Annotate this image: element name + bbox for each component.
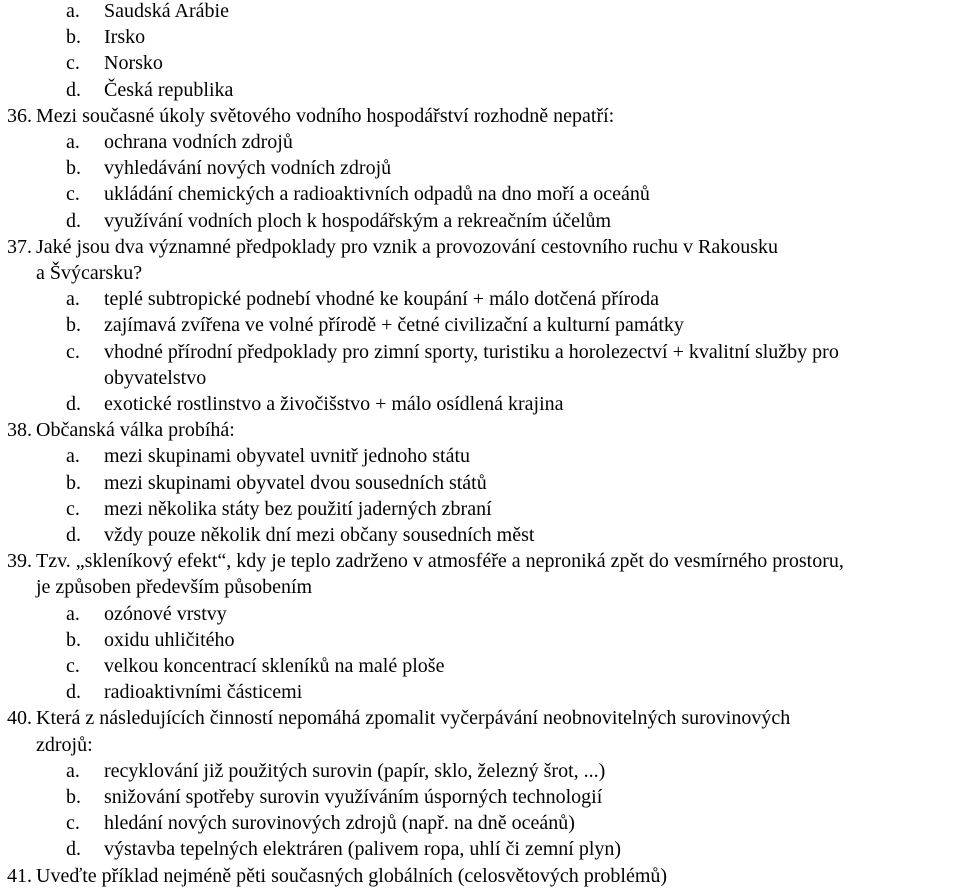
answer-option xyxy=(0,129,960,155)
option-letter: b. xyxy=(66,314,81,337)
question-continuation xyxy=(0,260,960,286)
question-text-continued: je způsoben především působením xyxy=(36,576,313,599)
question-continuation xyxy=(0,732,960,758)
question-number: 37. xyxy=(7,235,32,258)
option-letter: a. xyxy=(66,759,80,782)
option-text: mezi několika státy bez použití jaderných zbraní xyxy=(104,497,492,520)
option-text: Irsko xyxy=(104,26,146,49)
option-letter: c. xyxy=(66,812,80,835)
option-letter: d. xyxy=(66,524,81,546)
question xyxy=(0,548,960,574)
answer-option xyxy=(0,24,960,50)
question xyxy=(0,705,960,731)
option-text: Norsko xyxy=(104,52,163,75)
option-letter: c. xyxy=(66,497,80,520)
answer-option xyxy=(0,391,960,417)
option-text: mezi skupinami obyvatel dvou sousedních států xyxy=(104,471,487,494)
answer-option xyxy=(0,312,960,338)
question xyxy=(0,103,960,129)
answer-option xyxy=(0,470,960,496)
option-text: teplé subtropické podnebí vhodné ke koupání + málo dotčená příroda xyxy=(104,288,660,311)
question-number: 36. xyxy=(7,104,32,127)
option-text: hledání nových surovinových zdrojů (např. na dně oceánů) xyxy=(104,812,575,835)
option-text: výstavba tepelných elektráren (palivem ropa, uhlí či zemní plyn) xyxy=(104,838,622,861)
option-continuation xyxy=(0,365,960,391)
option-letter: a. xyxy=(66,0,80,22)
option-text: vyhledávání nových vodních zdrojů xyxy=(104,157,392,180)
option-letter: c. xyxy=(66,655,80,677)
option-letter: d. xyxy=(66,209,81,232)
answer-option xyxy=(0,181,960,207)
option-text: ozónové vrstvy xyxy=(104,602,227,625)
option-letter: c. xyxy=(66,183,80,206)
answer-option xyxy=(0,601,960,627)
option-text: využívání vodních ploch k hospodářským a rekreačním účelům xyxy=(104,209,612,232)
option-letter: d. xyxy=(66,78,81,101)
option-letter: b. xyxy=(66,157,81,180)
question-text: Občanská válka probíhá: xyxy=(36,419,235,442)
option-letter: b. xyxy=(66,786,81,808)
answer-option xyxy=(0,836,960,862)
option-text: recyklování již použitých surovin (papír, sklo, železný šrot, ...) xyxy=(104,759,606,782)
answer-option xyxy=(0,208,960,234)
question-text: Která z následujících činností nepomáhá zpomalit vyčerpávání neobnovitelných surovinových xyxy=(36,707,791,730)
answer-option xyxy=(0,286,960,312)
question-text: Jaké jsou dva významné předpoklady pro vznik a provozování cestovního ruchu v Rakousku xyxy=(36,235,779,258)
option-text: exotické rostlinstvo a živočišstvo + málo osídlená krajina xyxy=(104,393,564,415)
option-letter: a. xyxy=(66,445,80,468)
option-letter: a. xyxy=(66,602,80,625)
option-letter: d. xyxy=(66,681,81,704)
answer-option xyxy=(0,653,960,679)
question-number: 38. xyxy=(7,419,32,442)
answer-option xyxy=(0,155,960,181)
option-letter: d. xyxy=(66,393,81,415)
option-letter: b. xyxy=(66,26,81,49)
option-text: radioaktivními částicemi xyxy=(104,681,303,704)
question-number: 39. xyxy=(7,550,32,573)
question xyxy=(0,234,960,260)
answer-option xyxy=(0,758,960,784)
option-text: Saudská Arábie xyxy=(104,0,229,22)
question-number: 40. xyxy=(7,707,32,730)
question-text: Mezi současné úkoly světového vodního hospodářství rozhodně nepatří: xyxy=(36,104,615,127)
question-text-continued: a Švýcarsku? xyxy=(36,262,143,284)
question-number: 41. xyxy=(7,864,32,887)
answer-option xyxy=(0,679,960,705)
question xyxy=(0,863,960,889)
answer-option xyxy=(0,339,960,365)
question-text-continued: zdrojů: xyxy=(36,733,93,756)
option-letter: a. xyxy=(66,131,80,153)
option-letter: c. xyxy=(66,52,80,75)
answer-option xyxy=(0,810,960,836)
question xyxy=(0,417,960,443)
option-letter: c. xyxy=(66,340,80,363)
answer-option xyxy=(0,77,960,103)
option-text-continued: obyvatelstvo xyxy=(104,366,207,389)
answer-option xyxy=(0,627,960,653)
option-text: vhodné přírodní předpoklady pro zimní sporty, turistiku a horolezectví + kvalitní služby pro xyxy=(104,340,839,363)
option-letter: d. xyxy=(66,838,81,861)
option-text: zajímavá zvířena ve volné přírodě + četné civilizační a kulturní památky xyxy=(104,314,684,337)
option-text: mezi skupinami obyvatel uvnitř jednoho státu xyxy=(104,445,471,468)
option-text: velkou koncentrací skleníků na malé ploše xyxy=(104,655,445,677)
option-text: Česká republika xyxy=(104,78,234,101)
answer-option xyxy=(0,784,960,810)
answer-option xyxy=(0,0,960,24)
option-text: ochrana vodních zdrojů xyxy=(104,131,293,153)
answer-option xyxy=(0,496,960,522)
answer-option xyxy=(0,522,960,548)
option-text: vždy pouze několik dní mezi občany sousedních měst xyxy=(104,524,535,546)
question-continuation xyxy=(0,574,960,600)
question-text: Tzv. „skleníkový efekt“, kdy je teplo zadrženo v atmosféře a neproniká zpět do vesmírného prostoru, xyxy=(36,550,844,573)
option-letter: a. xyxy=(66,288,80,311)
option-text: oxidu uhličitého xyxy=(104,628,235,651)
option-text: ukládání chemických a radioaktivních odpadů na dno moří a oceánů xyxy=(104,183,650,206)
option-letter: b. xyxy=(66,471,81,494)
question-text: Uveďte příklad nejméně pěti současných globálních (celosvětových problémů) xyxy=(36,864,668,887)
option-letter: b. xyxy=(66,628,81,651)
answer-option xyxy=(0,50,960,76)
option-text: snižování spotřeby surovin využíváním úsporných technologií xyxy=(104,786,603,808)
answer-option xyxy=(0,443,960,469)
